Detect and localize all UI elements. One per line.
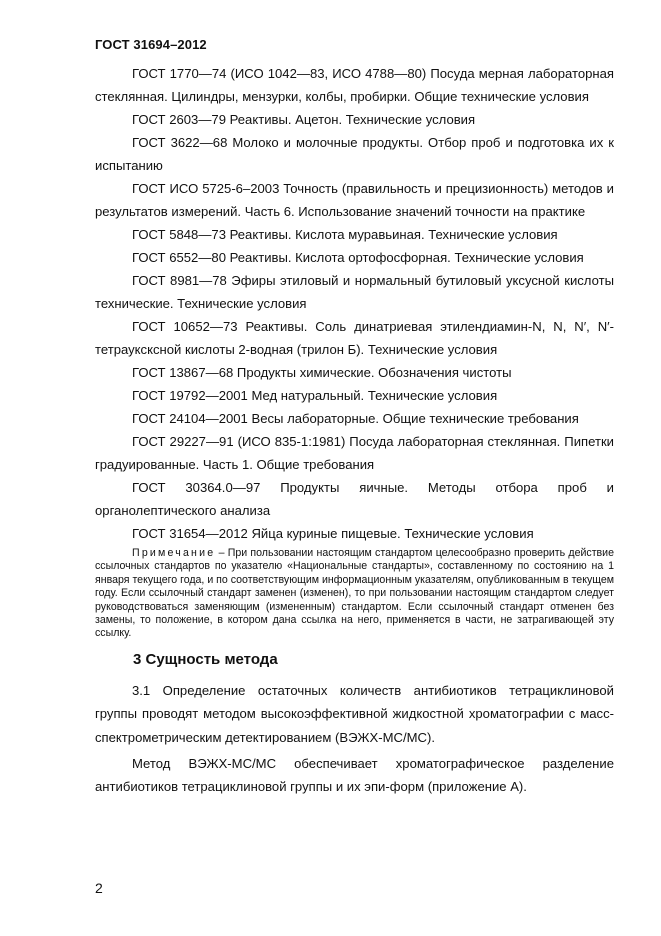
reference-item: ГОСТ 3622—68 Молоко и молочные продукты. Отбор проб и подготовка их к испытанию [95,135,614,173]
reference-item: ГОСТ 30364.0—97 Продукты яичные. Методы отбора проб и органолептического анализа [95,480,614,518]
section-paragraph: Метод ВЭЖХ-МС/МС обеспечивает хроматографическое разделение антибиотиков тетрациклиновой группы и их эпи-форм (приложение А). [95,755,614,795]
reference-note [95,547,614,641]
reference-item: ГОСТ 13867—68 Продукты химические. Обозначения чистоты [132,365,512,380]
section-title: 3 Сущность метода [133,651,278,668]
reference-item: ГОСТ 31654—2012 Яйца куриные пищевые. Технические условия [132,526,534,541]
reference-item: ГОСТ 5848—73 Реактивы. Кислота муравьиная. Технические условия [132,227,558,242]
reference-item: ГОСТ 29227—91 (ИСО 835-1:1981) Посуда лабораторная стеклянная. Пипетки градуированные. Часть 1. Общие требования [95,434,614,472]
reference-item: ГОСТ 24104—2001 Весы лабораторные. Общие технические требования [132,411,579,426]
page-number: 2 [95,880,103,896]
normative-references-list [95,62,614,641]
reference-item: ГОСТ 6552—80 Реактивы. Кислота ортофосфорная. Технические условия [132,250,584,265]
note-label: Примечание [132,547,216,559]
reference-item: ГОСТ 2603—79 Реактивы. Ацетон. Технические условия [132,112,476,127]
document-header: ГОСТ 31694–2012 [95,37,207,52]
reference-item: ГОСТ ИСО 5725-6–2003 Точность (правильность и прецизионность) методов и результатов измерений. Часть 6. Использование значений точности на практике [95,181,614,219]
section-paragraph: 3.1 Определение остаточных количеств антибиотиков тетрациклиновой группы проводят методом высокоэффективной жидкостной хроматографии с масс-спектрометрическим детектированием (ВЭЖХ-МС/МС). [95,683,614,745]
reference-item: ГОСТ 10652—73 Реактивы. Соль динатриевая этилендиамин-N, N, N′, N′-тетрауксксной кислоты 2-водная (трилон Б). Технические условия [95,319,614,357]
section-body [95,679,614,801]
reference-item: ГОСТ 19792—2001 Мед натуральный. Технические условия [132,388,498,403]
reference-item: ГОСТ 1770—74 (ИСО 1042—83, ИСО 4788—80) Посуда мерная лабораторная стеклянная. Цилиндры, мензурки, колбы, пробирки. Общие технические условия [95,66,614,104]
reference-item: ГОСТ 8981—78 Эфиры этиловый и нормальный бутиловый уксусной кислоты технические. Технические условия [95,273,614,311]
note-text: – При пользовании настоящим стандартом целесообразно проверить действие ссылочных стандартов по указателю «Национальные стандарты», составленному по состоянию на 1 января текущего года, и по соответствующим информационным указателям, опубликованным в текущем году. Если ссылочный стандарт заменен (изменен), то при пользовании настоящим стандартом следует руководствоваться заменяющим (измененным) стандартом. Если ссылочный стандарт отменен без замены, то положение, в котором дана ссылка на него, применяется в части, не затрагивающей эту ссылку. [95,547,615,640]
